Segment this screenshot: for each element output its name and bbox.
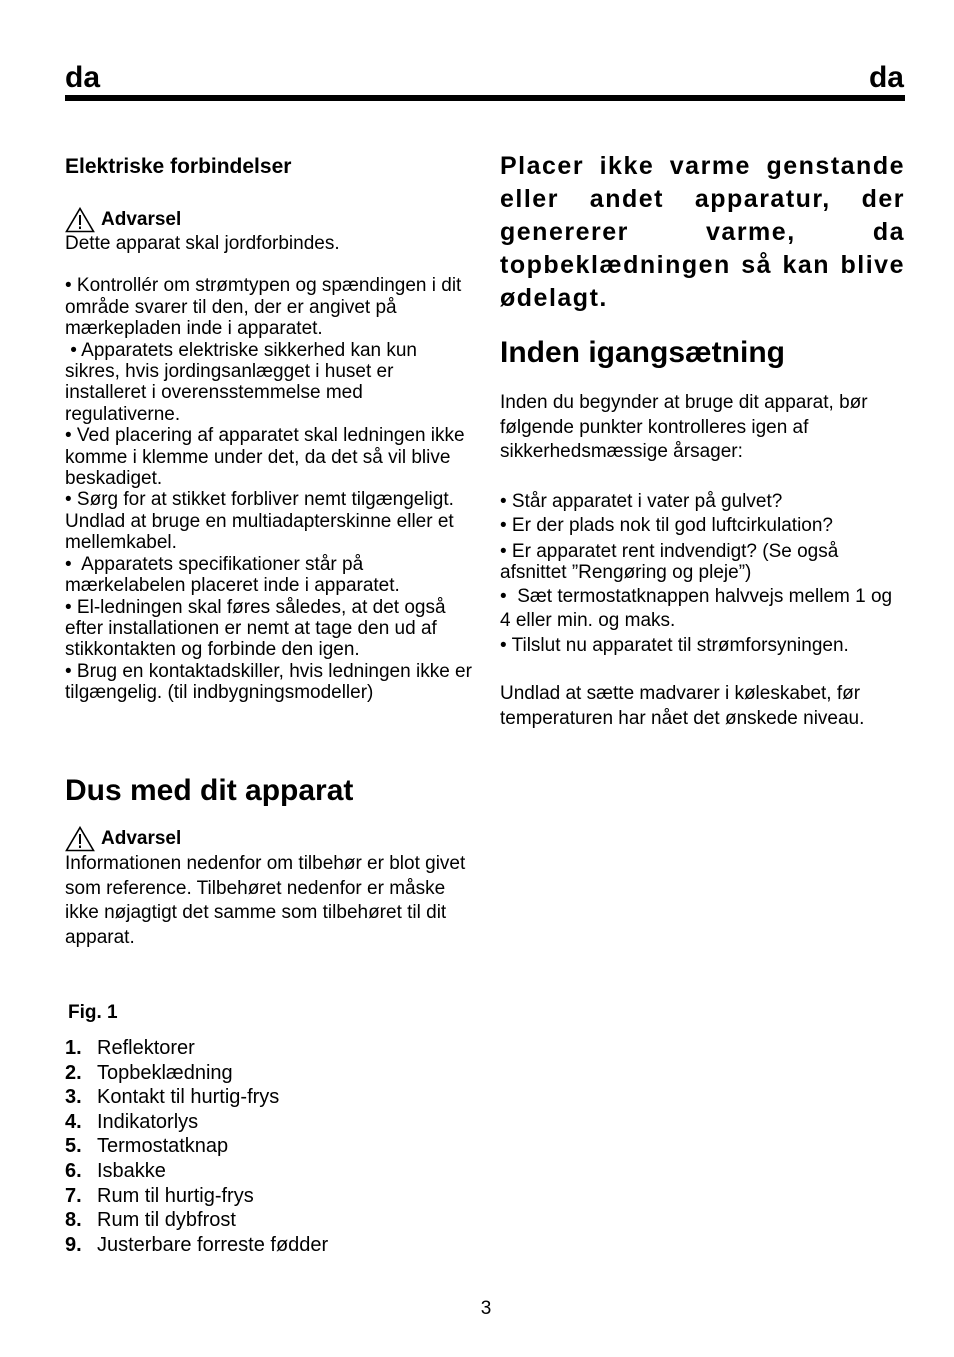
legend-text: Topbeklædning xyxy=(97,1061,233,1084)
list-item: • Er der plads nok til god luftcirkulation? xyxy=(500,515,833,536)
legend-item xyxy=(65,1061,477,1086)
food-note: Undlad at sætte madvarer i køleskabet, før temperaturen har nået det ønskede niveau. xyxy=(500,683,865,729)
warning-label: Advarsel xyxy=(101,828,182,849)
legend-list xyxy=(65,1036,477,1257)
warning-heading xyxy=(65,207,477,233)
before-use-intro: Inden du begynder at bruge dit apparat, bør følgende punkter kontrolleres igen af sikkerhedsmæssige årsager: xyxy=(500,392,868,462)
legend-text: Reflektorer xyxy=(97,1037,195,1059)
section-title-getting-to-know: Dus med dit apparat xyxy=(65,774,354,807)
legend-text: Isbakke xyxy=(97,1159,166,1182)
legend-number: 8. xyxy=(65,1209,82,1232)
list-item: • Kontrollér om strømtypen og spændingen i dit område svarer til den, der er angivet på mærkepladen inde i apparatet. xyxy=(65,275,462,340)
legend-item xyxy=(65,1233,477,1258)
electrical-bullet-list xyxy=(65,275,477,703)
legend-item xyxy=(65,1110,477,1135)
legend-text: Indikatorlys xyxy=(97,1110,199,1133)
section-title-electrical: Elektriske forbindelser xyxy=(65,155,292,178)
legend-number: 7. xyxy=(65,1184,82,1207)
legend-number: 2. xyxy=(65,1061,82,1084)
accessories-notice: Informationen nedenfor om tilbehør er blot givet som reference. Tilbehøret nedenfor er måske ikke nøjagtigt det samme som tilbehøret til dit apparat. xyxy=(65,853,466,948)
header-language-left: da xyxy=(65,61,101,94)
legend-text: Termostatknap xyxy=(97,1135,229,1158)
checklist xyxy=(500,490,905,659)
legend-number: 5. xyxy=(65,1135,82,1158)
warning-triangle-icon xyxy=(65,207,95,233)
list-item: • Brug en kontaktadskiller, hvis ledningen ikke er tilgængelig. (til indbygningsmodeller) xyxy=(65,660,472,704)
electrical-connections-section xyxy=(65,150,477,704)
getting-to-know-section xyxy=(65,773,477,950)
legend-number: 6. xyxy=(65,1159,82,1182)
list-item: • Tilslut nu apparatet til strømforsyningen. xyxy=(500,634,849,656)
legend-number: 9. xyxy=(65,1233,82,1256)
list-item: • Apparatets specifikationer står på mærkelabelen placeret inde i apparatet. xyxy=(65,553,400,597)
header-rule xyxy=(65,95,905,101)
legend-number: 3. xyxy=(65,1086,82,1109)
warning-heading xyxy=(65,826,477,852)
list-item: • Er apparatet rent indvendigt? (Se også afsnittet ”Rengøring og pleje”) xyxy=(500,540,839,583)
list-item: • Står apparatet i vater på gulvet? xyxy=(500,490,783,512)
legend-item xyxy=(65,1134,477,1159)
legend-text: Justerbare forreste fødder xyxy=(97,1233,329,1256)
legend-text: Kontakt til hurtig-frys xyxy=(97,1086,280,1109)
warning-label: Advarsel xyxy=(101,209,182,230)
list-item: • Ved placering af apparatet skal ledningen ikke komme i klemme under det, da det så vil blive beskadiget. xyxy=(65,425,465,490)
legend-number: 4. xyxy=(65,1110,82,1133)
header-language-right: da xyxy=(868,61,904,94)
legend-item xyxy=(65,1208,477,1233)
list-item: • El-ledningen skal føres således, at det også efter installationen er nemt at tage den ud af stikkontakten og forbinde den igen. xyxy=(65,596,446,661)
grounding-notice: Dette apparat skal jordforbindes. xyxy=(65,233,340,254)
list-item: • Sørg for at stikket forbliver nemt tilgængeligt. Undlad at bruge en multiadapterskinne eller et mellemkabel. xyxy=(65,489,454,554)
legend-item xyxy=(65,1159,477,1184)
page-number: 3 xyxy=(480,1298,492,1319)
legend-item xyxy=(65,1085,477,1110)
legend-item xyxy=(65,1036,477,1061)
list-item: • Apparatets elektriske sikkerhed kan kun sikres, hvis jordingsanlægget i huset er installeret i overensstemmelse med regulativerne. xyxy=(65,339,423,425)
figure-legend xyxy=(65,1000,477,1257)
legend-number: 1. xyxy=(65,1037,82,1059)
heat-caution: Placer ikke varme genstande eller andet apparatur, der genererer varme, da topbeklædningen så kan blive ødelagt. xyxy=(500,152,905,312)
right-column xyxy=(500,150,905,731)
legend-item xyxy=(65,1184,477,1209)
legend-text: Rum til dybfrost xyxy=(97,1209,236,1232)
legend-text: Rum til hurtig-frys xyxy=(97,1184,254,1207)
figure-label: Fig. 1 xyxy=(68,1002,118,1023)
section-title-before-use: Inden igangsætning xyxy=(500,336,785,369)
warning-triangle-icon xyxy=(65,826,95,852)
list-item: • Sæt termostatknappen halvvejs mellem 1 og 4 eller min. og maks. xyxy=(500,585,898,631)
